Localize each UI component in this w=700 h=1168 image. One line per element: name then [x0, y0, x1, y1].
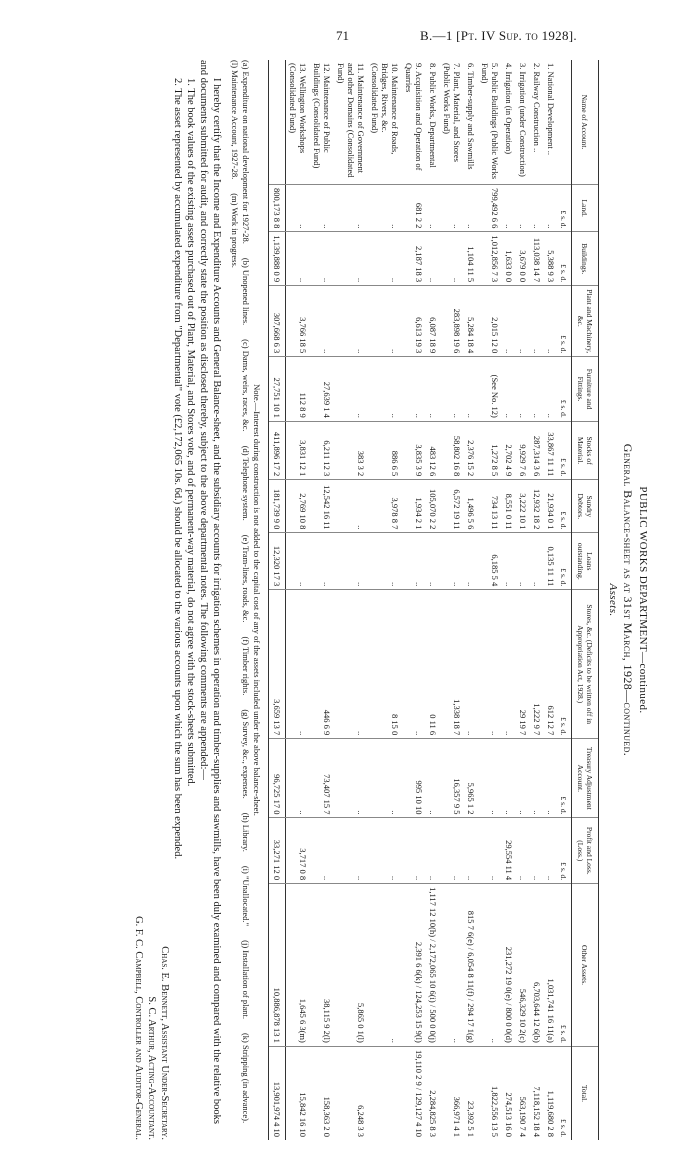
signatory-1: Chas. E. Bennett, Assistant Under-Secretary.	[159, 946, 170, 1140]
cell-land: ..	[310, 185, 334, 232]
cell-debtors: 21,934 0 1	[544, 480, 558, 533]
units-cell: £ s. d.	[558, 286, 572, 357]
cell-stores: 8 15 0	[368, 590, 402, 739]
cell-treasury: ..	[286, 739, 311, 818]
footnote: (k) Stripping (in advance).	[241, 1032, 251, 1124]
cell-stocks: 3,835 3 9	[402, 421, 426, 479]
totals-row	[269, 60, 286, 1140]
column-header: Profit and Loss. (Loss.)	[572, 818, 599, 884]
cell-furniture: ..	[544, 357, 558, 422]
cell-total: 274,513 16 0	[502, 1046, 516, 1140]
cell-profit: ..	[516, 818, 530, 884]
cell-stores: ..	[334, 590, 368, 739]
cell-other: 231,272 19 0(e) / 800 0 0(d)	[502, 884, 516, 1047]
cell-treasury: 995 10 10	[402, 739, 426, 818]
table-row	[478, 60, 502, 1140]
cell-stores: ..	[478, 590, 502, 739]
cell-buildings: ..	[368, 232, 402, 286]
cell-loans: ..	[286, 533, 311, 590]
column-header: Other Assets.	[572, 884, 599, 1047]
units-cell: £ s. d.	[558, 1046, 572, 1140]
cell-land: ..	[502, 185, 516, 232]
units-cell: £ s. d.	[558, 739, 572, 818]
units-cell: £ s. d.	[558, 185, 572, 232]
column-header: Name of Account.	[572, 60, 599, 185]
cell-debtors: 6,572 19 11	[440, 480, 464, 533]
cell-total: 23,392 5 1	[464, 1046, 478, 1140]
cell-plant: ..	[502, 286, 516, 357]
cell-land: ..	[368, 185, 402, 232]
account-name: 12. Maintenance of Public Buildings (Consolidated Fund)	[312, 63, 332, 169]
cell-land: ..	[440, 185, 464, 232]
cell-profit: 3,717 0 8	[286, 818, 311, 884]
units-cell: £ s. d.	[558, 232, 572, 286]
cell-land: 799,492 6 6	[478, 185, 502, 232]
column-header: Sundry Debtors.	[572, 480, 599, 533]
cell-debtors: 8,551 0 11	[502, 480, 516, 533]
cell-furniture: ..	[502, 357, 516, 422]
cell-total: 563,190 7 4	[516, 1046, 530, 1140]
cell-plant: ..	[516, 286, 530, 357]
cell-furniture: 27,639 1 4	[310, 357, 334, 422]
comment-2: 2. The asset represented by accumulated expenditure from "Departmental" vote (£2,172,065 10s. 6d.) should be allocated to the various accounts upon which the sum has been expended.	[172, 78, 183, 860]
cell-debtors: 105,070 2 2	[426, 480, 440, 533]
cell-other: ..	[440, 884, 464, 1047]
cell-land: ..	[516, 185, 530, 232]
account-name: 10. Maintenance of Roads, Bridges, Rivers, &c. (Consolidated Fund)	[370, 63, 400, 155]
column-header: Buildings.	[572, 232, 599, 286]
total-land: 800,173 8 8	[269, 185, 286, 232]
cell-profit: ..	[426, 818, 440, 884]
cell-buildings: ..	[286, 232, 311, 286]
cell-stocks: 58,802 16 8	[440, 421, 464, 479]
cell-furniture: ..	[464, 357, 478, 422]
units-blank	[558, 60, 572, 185]
cell-debtors: 3,222 10 1	[516, 480, 530, 533]
cell-plant: 6,613 19 3	[402, 286, 426, 357]
cell-profit: ..	[440, 818, 464, 884]
cell-profit: ..	[544, 818, 558, 884]
cell-other: 5,865 0 1(l)	[334, 884, 368, 1047]
cell-stores: 612 12 7	[544, 590, 558, 739]
cell-loans: ..	[426, 533, 440, 590]
signatory-3: G. F. C. Campbell, Controller and Auditor-General.	[133, 916, 144, 1140]
cell-stocks: 886 6 5	[368, 421, 402, 479]
units-cell: £ s. d.	[558, 421, 572, 479]
cell-treasury: ..	[530, 739, 544, 818]
units-cell: £ s. d.	[558, 480, 572, 533]
column-header: Furniture and Fittings.	[572, 357, 599, 422]
section-title: Assets.	[607, 583, 619, 617]
totals-label	[269, 60, 286, 185]
cell-buildings: 5,388 9 3	[544, 232, 558, 286]
cell-buildings: 113,038 14 7	[530, 232, 544, 286]
department-title: PUBLIC WORKS DEPARTMENT—continued.	[637, 486, 649, 714]
cell-debtors: 1,496 5 6	[464, 480, 478, 533]
signatory-2: S. C. Arthur, Acting-Accountant.	[146, 996, 157, 1140]
cell-buildings: ..	[426, 232, 440, 286]
cell-debtors: 2,769 10 8	[286, 480, 311, 533]
account-name: 8. Public Works, Departmental	[428, 63, 438, 168]
cell-total: 366,971 4 1	[440, 1046, 464, 1140]
column-header: Loans outstanding.	[572, 533, 599, 590]
table-row	[402, 60, 426, 1140]
column-header: Stores, &c. (Deficits to be written off in Appropriation Act, 1928.)	[572, 590, 599, 739]
footnote: (f) Timber rights.	[241, 636, 251, 696]
cell-treasury: ..	[334, 739, 368, 818]
cell-other: 815 7 6(e) / 6,054 8 11(f) / 294 17 1(g)	[464, 884, 478, 1047]
footnote: (i) "Unallocated."	[241, 865, 251, 927]
table-row	[544, 60, 558, 1140]
units-row	[558, 60, 572, 1140]
cell-land: 681 2 2	[402, 185, 426, 232]
footnote: (h) Library.	[241, 812, 251, 852]
cell-treasury: 5,965 1 2	[464, 739, 478, 818]
cell-stores: ..	[502, 590, 516, 739]
cell-other: ..	[368, 884, 402, 1047]
cell-total: 2,284,825 8 3	[426, 1046, 440, 1140]
cell-stocks: 1,272 8 5	[478, 421, 502, 479]
cell-furniture: ..	[530, 357, 544, 422]
notes-block	[229, 60, 262, 1140]
rotated-page-content	[50, 60, 650, 1140]
total-treasury: 96,725 17 0	[269, 739, 286, 818]
table-row	[368, 60, 402, 1140]
table-header-row	[572, 60, 599, 1140]
cell-total: 6,248 3 3	[334, 1046, 368, 1140]
cell-plant: ..	[544, 286, 558, 357]
footnote: (e) Tram-lines, roads, &c.	[241, 534, 251, 623]
cell-stores: 29 19 7	[516, 590, 530, 739]
cell-stocks: 483 12 6	[426, 421, 440, 479]
cell-profit: 29,554 11 4	[502, 818, 516, 884]
footnote: (m) Work in progress.	[230, 193, 240, 268]
cell-treasury: ..	[544, 739, 558, 818]
table-row	[464, 60, 478, 1140]
account-name: 9. Acquisition and Operation of Quarries	[404, 63, 424, 171]
table-row	[440, 60, 464, 1140]
cell-loans: ..	[402, 533, 426, 590]
cell-total: 158,363 2 0	[310, 1046, 334, 1140]
total-profit: 33,271 12 0	[269, 818, 286, 884]
total-total: 13,901,974 4 10	[269, 1046, 286, 1140]
footnote: (a) Expenditure on national development for 1927-28.	[241, 60, 251, 244]
comment-1: 1. The book values of the existing assets purchased out of Plant, Material, and Stores vote, and of permanent-way material, do not agree with the stock-sheets submitted.	[185, 78, 196, 787]
cell-buildings: ..	[310, 232, 334, 286]
page-number: 71	[336, 28, 349, 43]
cell-furniture: (See No. 12)	[478, 357, 502, 422]
cell-total: 1,119,680 2 8	[544, 1046, 558, 1140]
cell-other: 2,391 6 6(k) / 124,253 15 9(l)	[402, 884, 426, 1047]
cell-land: ..	[426, 185, 440, 232]
account-name: 13. Wellington Workshops (Consolidated Fund)	[288, 63, 308, 154]
cell-total: 15,842 16 10	[286, 1046, 311, 1140]
cell-loans: ..	[464, 533, 478, 590]
cell-buildings: 1,104 11 5	[464, 232, 478, 286]
cell-stores: 0 11 6	[426, 590, 440, 739]
cell-furniture: ..	[334, 357, 368, 422]
cell-plant: ..	[530, 286, 544, 357]
account-name: 2. Railway Construction ..	[532, 63, 542, 153]
cell-buildings: ..	[334, 232, 368, 286]
cell-stores: 446 6 9	[310, 590, 334, 739]
units-cell: £ s. d.	[558, 590, 572, 739]
cell-plant: 2,015 12 0	[478, 286, 502, 357]
cell-other: 1,031,741 16 11(a)	[544, 884, 558, 1047]
cell-loans: ..	[516, 533, 530, 590]
total-stocks: 411,896 17 2	[269, 421, 286, 479]
cell-stocks: 9,929 7 6	[516, 421, 530, 479]
cell-other: 1,645 6 3(m)	[286, 884, 311, 1047]
cell-treasury: 73,407 15 7	[310, 739, 334, 818]
cell-stocks: 287,314 3 6	[530, 421, 544, 479]
table-row	[310, 60, 334, 1140]
cell-total: 19,110 2 9 / 129,127 4 10	[402, 1046, 426, 1140]
total-debtors: 181,739 9 0	[269, 480, 286, 533]
footnotes	[229, 60, 251, 1140]
cell-other: ..	[478, 884, 502, 1047]
cell-plant: ..	[368, 286, 402, 357]
cell-debtors: 734 13 11	[478, 480, 502, 533]
cell-buildings: 1,012,856 7 3	[478, 232, 502, 286]
audit-certificate	[171, 60, 223, 1140]
total-stores: 3,659 13 7	[269, 590, 286, 739]
cell-profit: ..	[368, 818, 402, 884]
cell-treasury: ..	[426, 739, 440, 818]
account-name: 3. Irrigation (under Construction)	[518, 63, 528, 177]
account-name: 5. Public Buildings (Public Works Fund)	[480, 63, 500, 180]
cell-other: 1,117 12 10(h) / 2,172,065 10 6(i) / 500 0 0(j)	[426, 884, 440, 1047]
running-head: B.—1 [Pt. IV Sup. to 1928].	[420, 28, 577, 43]
cell-furniture: ..	[402, 357, 426, 422]
cell-profit: ..	[530, 818, 544, 884]
cell-stores: ..	[286, 590, 311, 739]
cell-stocks: 2,702 4 9	[502, 421, 516, 479]
cell-furniture: ..	[426, 357, 440, 422]
cell-loans: ..	[310, 533, 334, 590]
cell-buildings: 3,679 0 0	[516, 232, 530, 286]
cell-profit: ..	[464, 818, 478, 884]
cell-debtors: 3,978 8 7	[368, 480, 402, 533]
cell-stores: 1,338 18 7	[440, 590, 464, 739]
cell-total: 1,822,556 13 5	[478, 1046, 502, 1140]
cell-profit: ..	[478, 818, 502, 884]
footnote: (b) Unopened lines.	[241, 257, 251, 326]
cell-plant: 5,284 18 4	[464, 286, 478, 357]
cell-treasury: ..	[516, 739, 530, 818]
total-furniture: 27,751 10 1	[269, 357, 286, 422]
table-row	[426, 60, 440, 1140]
cell-loans: ..	[530, 533, 544, 590]
account-name: 11. Maintenance of Government and other Domains (Consolidated Fund)	[336, 63, 366, 178]
cell-stocks: 2,376 15 2	[464, 421, 478, 479]
balance-sheet-title: General Balance-sheet as at 31st March, 1928—continued.	[621, 443, 635, 757]
column-header: Land.	[572, 185, 599, 232]
cell-stores: 1,222 9 7	[530, 590, 544, 739]
column-header: Plant and Machinery, &c.	[572, 286, 599, 357]
cell-stocks: 3,831 12 1	[286, 421, 311, 479]
column-header: Treasury Adjustment Account.	[572, 739, 599, 818]
cell-stocks: 6,211 12 3	[310, 421, 334, 479]
cell-loans: ..	[502, 533, 516, 590]
cell-treasury: 16,357 9 5	[440, 739, 464, 818]
table-body	[269, 60, 572, 1140]
footnote: (j) Installation of plant.	[241, 940, 251, 1019]
cell-stocks: 33,867 11 11	[544, 421, 558, 479]
certificate-text: I hereby certify that the Income and Expenditure Accounts and General Balance-sheet, and the subsidiary accounts for irrigation schemes in operation and timber-supplies and sawmills, have been duly examined and compared with the relative books and documents submitted for audit, and correctly state the position as disclosed thereby, subject to the above departmental notes. The following comments are appended:—	[198, 60, 222, 1124]
cell-debtors: 1,934 2 1	[402, 480, 426, 533]
cell-land: ..	[530, 185, 544, 232]
units-cell: £ s. d.	[558, 884, 572, 1047]
cell-land: ..	[334, 185, 368, 232]
cell-buildings: 2,187 18 3	[402, 232, 426, 286]
units-cell: £ s. d.	[558, 533, 572, 590]
total-other: 10,886,878 13 1	[269, 884, 286, 1047]
cell-land: ..	[544, 185, 558, 232]
cell-furniture: ..	[368, 357, 402, 422]
cell-other: 6,703,644 12 6(b)	[530, 884, 544, 1047]
cell-furniture: 112 8 9	[286, 357, 311, 422]
units-cell: £ s. d.	[558, 357, 572, 422]
table-row	[334, 60, 368, 1140]
account-name: 6. Timber-supply and Sawmills	[466, 63, 476, 170]
cell-total	[368, 1046, 402, 1140]
total-loans: 12,320 17 3	[269, 533, 286, 590]
signatures	[132, 60, 171, 1140]
cell-profit: ..	[334, 818, 368, 884]
cell-land: ..	[464, 185, 478, 232]
cell-treasury: ..	[502, 739, 516, 818]
column-header: Stocks of Material.	[572, 421, 599, 479]
cell-loans: ..	[334, 533, 368, 590]
table-row	[530, 60, 544, 1140]
cell-debtors: 12,542 16 11	[310, 480, 334, 533]
assets-table	[268, 60, 599, 1140]
page-heading	[605, 60, 650, 1140]
cell-buildings: ..	[440, 232, 464, 286]
cell-plant: ..	[310, 286, 334, 357]
cell-total: 7,118,152 18 4	[530, 1046, 544, 1140]
cell-plant: 3,766 18 5	[286, 286, 311, 357]
footnote: (c) Dams, weirs, races, &c.	[241, 339, 251, 432]
cell-loans: 6,185 5 4	[478, 533, 502, 590]
table-row	[286, 60, 311, 1140]
cell-loans: 0,135 11 11	[544, 533, 558, 590]
cell-treasury: ..	[478, 739, 502, 818]
interest-note: Note.—Interest during construction is not added to the capital cost of any of the assets included under the above balance-sheet.	[252, 384, 262, 816]
cell-furniture: ..	[516, 357, 530, 422]
cell-plant: 283,898 19 6	[440, 286, 464, 357]
cell-treasury: ..	[368, 739, 402, 818]
footnote: (l) Maintenance Account, 1927-28.	[230, 60, 240, 180]
account-name: 7. Plant, Material, and Stores (Public Works Fund)	[442, 63, 462, 162]
table-row	[502, 60, 516, 1140]
cell-plant: ..	[334, 286, 368, 357]
cell-stocks: 383 3 2	[334, 421, 368, 479]
units-cell: £ s. d.	[558, 818, 572, 884]
cell-other: 38,115 9 2(l)	[310, 884, 334, 1047]
cell-buildings: 1,633 0 0	[502, 232, 516, 286]
footnote: (g) Survey, &c., expenses.	[241, 709, 251, 799]
cell-debtors: 12,932 18 2	[530, 480, 544, 533]
cell-profit: ..	[402, 818, 426, 884]
cell-stores: ..	[464, 590, 478, 739]
column-header: Total.	[572, 1046, 599, 1140]
cell-land: ..	[286, 185, 311, 232]
cell-other: 546,329 10 2(c)	[516, 884, 530, 1047]
account-name: 4. Irrigation (in Operation)	[504, 63, 514, 155]
cell-plant: 6,087 18 9	[426, 286, 440, 357]
total-buildings: 1,139,888 0 9	[269, 232, 286, 286]
cell-stores: ..	[402, 590, 426, 739]
cell-loans: ..	[440, 533, 464, 590]
total-plant: 307,668 6 3	[269, 286, 286, 357]
footnote: (d) Telephone system.	[241, 445, 251, 521]
cell-loans: ..	[368, 533, 402, 590]
cell-debtors: ..	[334, 480, 368, 533]
cell-profit: ..	[310, 818, 334, 884]
cell-furniture: ..	[440, 357, 464, 422]
table-row	[516, 60, 530, 1140]
account-name: 1. National Development ..	[546, 63, 556, 156]
